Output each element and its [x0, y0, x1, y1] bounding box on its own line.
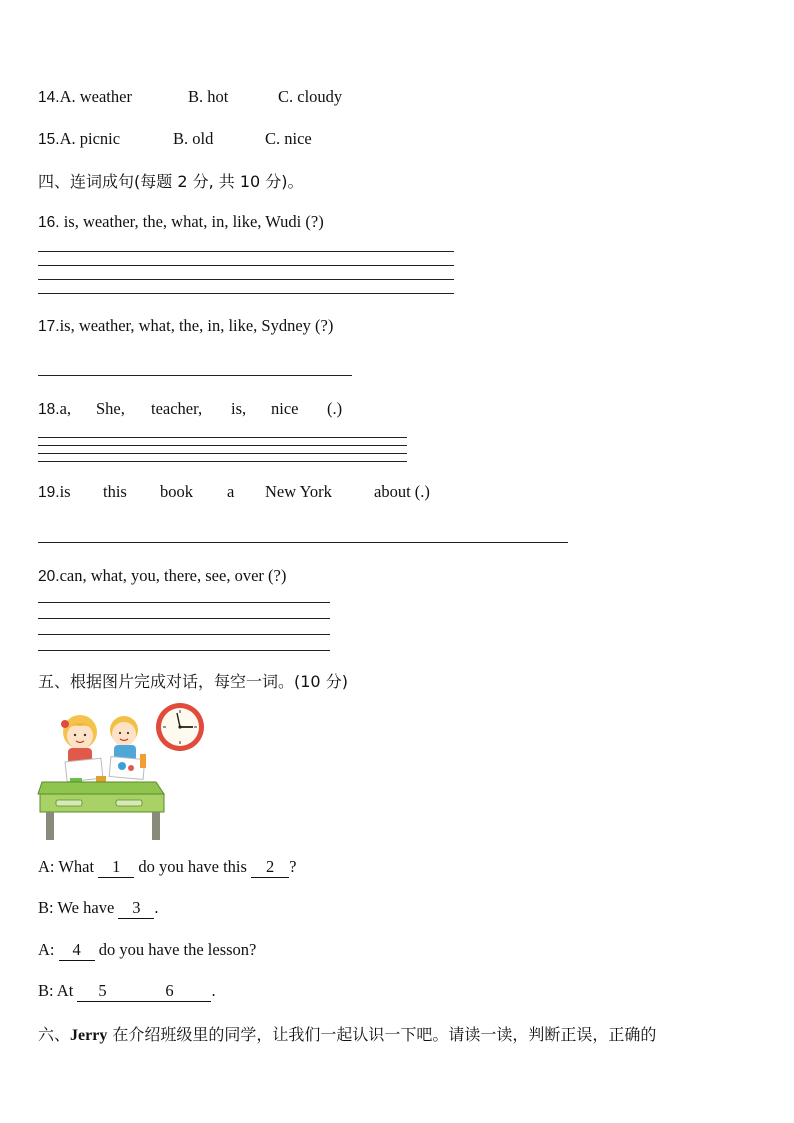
question-text: is, weather, what, the, in, like, Sydney (?) [59, 316, 334, 335]
speaker-text: B: We have [38, 898, 119, 917]
speaker-text: A: [38, 940, 59, 959]
word: about (.) [374, 482, 430, 501]
dialogue-line-2 [38, 898, 159, 919]
word: nice [271, 399, 299, 418]
word: this [103, 482, 127, 501]
dialogue-line-3 [38, 940, 256, 961]
answer-line [38, 437, 407, 438]
section-number: 六、 [38, 1025, 71, 1044]
answer-blank-5[interactable]: 5 [77, 982, 127, 1002]
question-number: 14. [38, 89, 60, 106]
word: New York [265, 482, 332, 501]
girl-figure [61, 715, 97, 764]
answer-blank-2[interactable]: 2 [251, 858, 289, 878]
boy-figure [110, 716, 138, 761]
answer-blank-1[interactable]: 1 [98, 858, 134, 878]
question-number: 20. [38, 568, 60, 585]
question-14 [38, 87, 132, 107]
question-16 [38, 212, 324, 232]
section-6-heading [38, 1022, 656, 1045]
word: a, [59, 399, 72, 418]
answer-line [38, 453, 407, 454]
speaker-text: A: What [38, 857, 99, 876]
dialogue-text: do you have the lesson? [94, 940, 257, 959]
option-a: A. picnic [59, 129, 121, 148]
question-18 [38, 399, 71, 419]
question-20 [38, 566, 286, 586]
question-number: 16. [38, 214, 60, 231]
q15-option-b: B. old [173, 129, 214, 148]
question-19 [38, 482, 71, 502]
question-15 [38, 129, 120, 149]
dialogue-line-1 [38, 857, 296, 878]
dialogue-text: . [211, 981, 216, 1000]
answer-line [38, 375, 352, 376]
question-number: 15. [38, 131, 60, 148]
word: is [59, 482, 71, 501]
dialogue-text: . [154, 898, 159, 917]
table [38, 782, 164, 840]
student-name: Jerry [70, 1027, 108, 1044]
dialogue-text: ? [289, 857, 297, 876]
answer-blank-3[interactable]: 3 [118, 899, 154, 919]
q14-option-c: C. cloudy [278, 87, 343, 106]
speaker-text: B: At [38, 981, 78, 1000]
section-5-heading: 五、根据图片完成对话，每空一词。(10 分) [38, 672, 348, 691]
answer-line [38, 542, 568, 543]
question-17 [38, 316, 333, 336]
word: She, [96, 399, 125, 418]
word: a [227, 482, 235, 501]
clock-icon [156, 703, 204, 751]
q14-option-b: B. hot [188, 87, 229, 106]
answer-line [38, 618, 330, 619]
answer-line [38, 293, 454, 294]
dialogue-text: do you have this [134, 857, 252, 876]
word: teacher, [151, 399, 203, 418]
answer-blank-4[interactable]: 4 [59, 941, 95, 961]
answer-line [38, 279, 454, 280]
question-number: 17. [38, 318, 60, 335]
answer-blank-6[interactable]: 6 [127, 982, 211, 1002]
answer-line [38, 602, 330, 603]
question-number: 18. [38, 401, 60, 418]
classroom-illustration [36, 702, 208, 844]
word: (.) [327, 399, 343, 418]
word: is, [231, 399, 247, 418]
dialogue-line-4 [38, 981, 216, 1002]
question-text: is, weather, the, what, in, like, Wudi (?) [59, 212, 324, 231]
section-4-heading: 四、连词成句(每题 2 分, 共 10 分)。 [38, 172, 304, 191]
q15-option-c: C. nice [265, 129, 312, 148]
option-a: A. weather [59, 87, 132, 106]
question-number: 19. [38, 484, 60, 501]
answer-line [38, 265, 454, 266]
word: book [160, 482, 193, 501]
question-text: can, what, you, there, see, over (?) [59, 566, 287, 585]
answer-line [38, 650, 330, 651]
answer-line [38, 445, 407, 446]
section-instruction: 在介绍班级里的同学，让我们一起认识一下吧。请读一读，判断正误，正确的 [107, 1025, 657, 1044]
answer-line [38, 251, 454, 252]
answer-line [38, 634, 330, 635]
answer-line [38, 461, 407, 462]
